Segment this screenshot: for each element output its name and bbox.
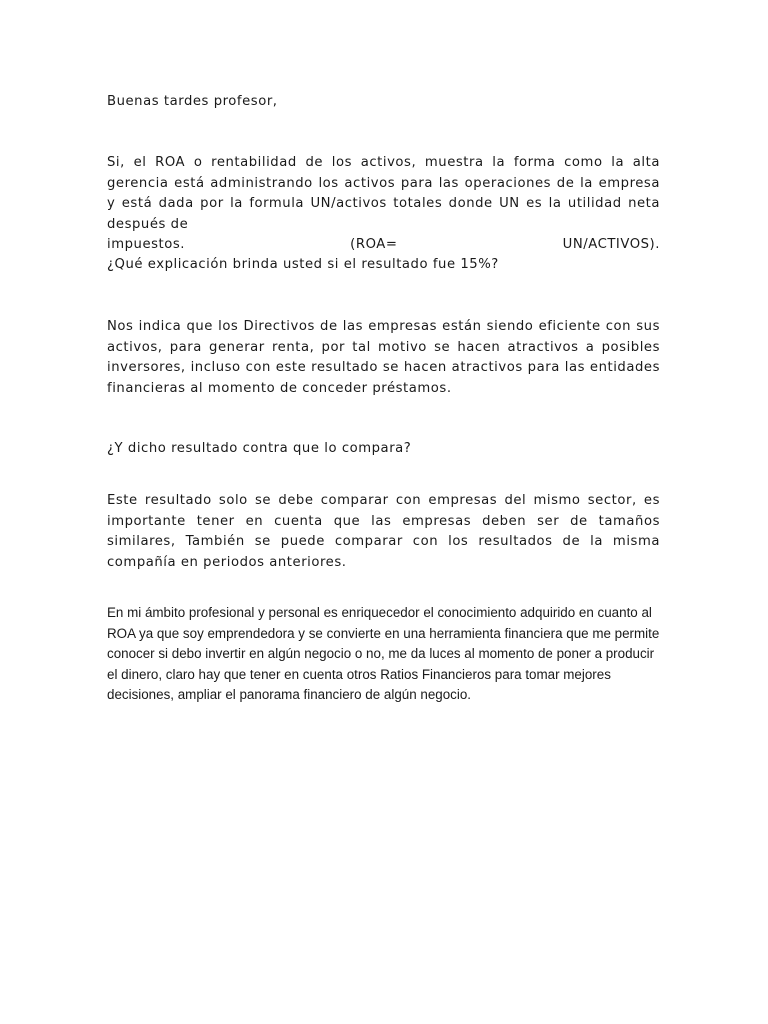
answer-two-paragraph: Este resultado solo se debe comparar con empresas del mismo sector, es importante tener en cuenta que las empresas deben ser de tamaños similares, También se puede comparar con los resultados de la misma compañía en periodos anteriores. <box>107 493 660 570</box>
question-one: ¿Qué explicación brinda usted si el resultado fue 15%? <box>107 257 499 272</box>
answer-one-paragraph: Nos indica que los Directivos de las empresas están siendo eficiente con sus activos, para generar renta, por tal motivo se hacen atractivos a posibles inversores, incluso con este resultado se hacen atractivos para las entidades financieras al momento de conceder préstamos. <box>107 319 660 396</box>
roa-definition-body: Si, el ROA o rentabilidad de los activos, muestra la forma como la alta gerencia está administrando los activos para las operaciones de la empresa y está dada por la formula UN/activos totales donde UN es la utilidad neta después de <box>107 155 660 232</box>
greeting-text: Buenas tardes profesor, <box>107 94 278 109</box>
roa-formula-line: impuestos. (ROA= UN/ACTIVOS). <box>107 237 660 253</box>
question-two: ¿Y dicho resultado contra que lo compara? <box>107 441 412 456</box>
roa-definition-paragraph <box>107 153 660 256</box>
reflection-paragraph: En mi ámbito profesional y personal es enriquecedor el conocimiento adquirido en cuanto al ROA ya que soy emprendedora y se convierte en una herramienta financiera que me permite conocer si debo invertir en algún negocio o no, me da luces al momento de poner a producir el dinero, claro hay que tener en cuenta otros Ratios Financieros para tomar mejores decisiones, ampliar el panorama financiero de algún negocio. <box>107 605 660 703</box>
